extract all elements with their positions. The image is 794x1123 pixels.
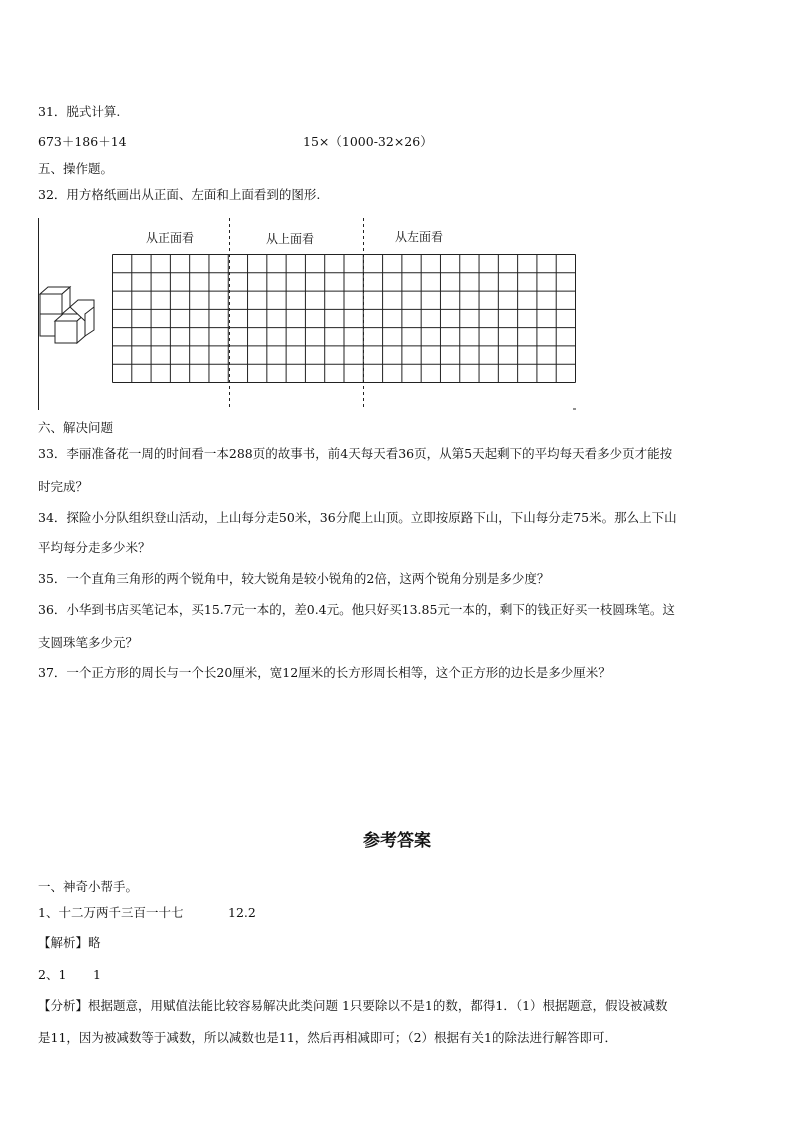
- answer-2-analysis-line1: 【分析】根据题意，用赋值法能比较容易解决此类问题 1只要除以不是1的数，都得1．（1）根据题意，假设被减数: [38, 998, 668, 1013]
- q36-line2: 支圆珠笔多少元？: [38, 635, 139, 650]
- q32-text: 32．用方格纸画出从正面、左面和上面看到的图形.: [38, 187, 321, 202]
- label-top-view: 从上面看: [266, 232, 315, 246]
- q32-figure: [0, 0, 794, 430]
- q33-line1: 33．李丽准备花一周的时间看一本288页的故事书，前4天每天看36页，从第5天起剩下的平均每天看多少页才能按: [38, 446, 673, 461]
- answer-2-value: 1: [93, 967, 101, 982]
- answer-2-text: 2、1: [38, 967, 67, 982]
- grid-paper: [113, 255, 576, 383]
- q37-text: 37．一个正方形的周长与一个长20厘米，宽12厘米的长方形周长相等，这个正方形的边长是多少厘米？: [38, 665, 611, 680]
- q31-expr2: 15×（1000-32×26）: [303, 134, 433, 149]
- q36-line1: 36．小华到书店买笔记本，买15.7元一本的，差0.4元。他只好买13.85元一本的，剩下的钱正好买一枝圆珠笔。这: [38, 602, 675, 617]
- cube-stack-icon: [40, 287, 94, 343]
- label-left-view: 从左面看: [395, 230, 444, 244]
- q31-header: 31．脱式计算.: [38, 104, 121, 119]
- q34-line2: 平均每分走多少米？: [38, 540, 151, 555]
- answer-1-text: 1、十二万两千三百一十七: [38, 905, 184, 920]
- q33-line2: 时完成？: [38, 479, 89, 494]
- answers-title: 参考答案: [363, 831, 431, 851]
- answer-1-value: 12.2: [228, 905, 256, 920]
- q34-line1: 34．探险小分队组织登山活动，上山每分走50米，36分爬上山顶。立即按原路下山，下山每分走75米。那么上下山: [38, 510, 677, 525]
- answers-section1: 一、神奇小帮手。: [38, 879, 139, 894]
- label-front-view: 从正面看: [146, 231, 195, 245]
- section5-heading: 五、操作题。: [38, 161, 114, 176]
- answer-2-analysis-line2: 是11，因为被减数等于减数，所以减数也是11，然后再相减即可；（2）根据有关1的除法进行解答即可．: [38, 1030, 617, 1045]
- answer-1-note: 【解析】略: [38, 935, 101, 950]
- section6-heading: 六、解决问题: [38, 420, 114, 435]
- q31-expr1: 673＋186＋14: [38, 134, 127, 149]
- q35-text: 35．一个直角三角形的两个锐角中，较大锐角是较小锐角的2倍，这两个锐角分别是多少度？: [38, 571, 550, 586]
